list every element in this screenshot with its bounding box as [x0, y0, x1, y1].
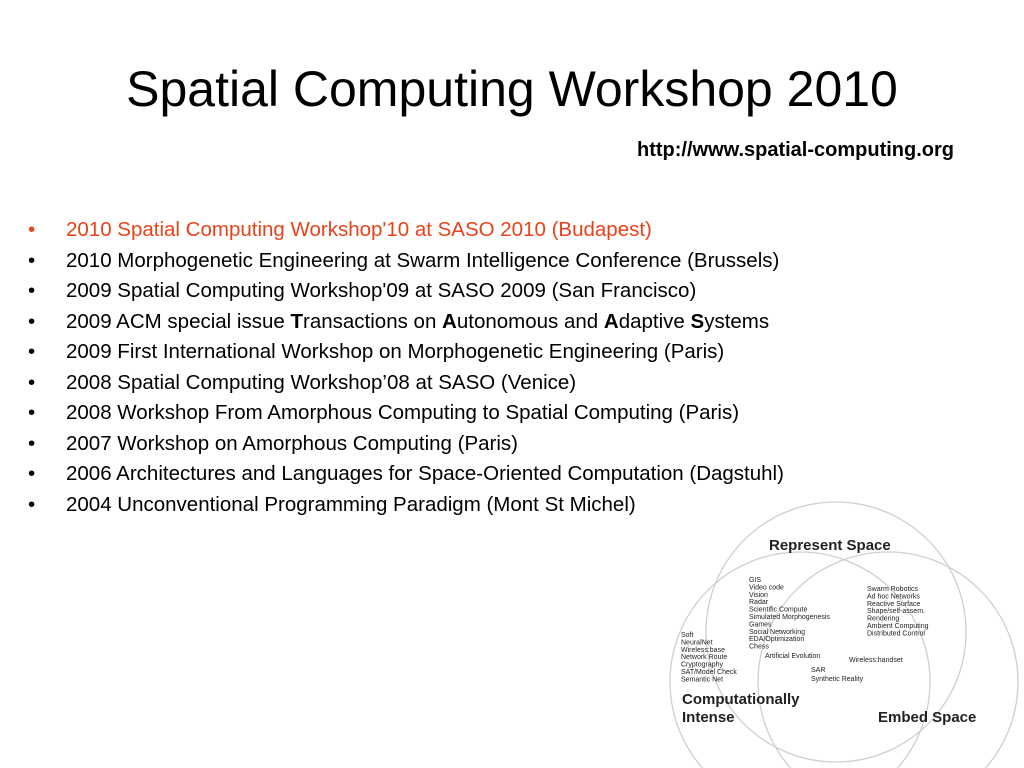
venn-item: Shape/self-assem.	[867, 608, 925, 616]
computationally-label: Computationally	[682, 691, 800, 708]
represent-embed-items	[867, 586, 929, 637]
computation-items	[681, 632, 737, 683]
embed-space-label: Embed Space	[878, 709, 977, 726]
venn-item: Radar	[749, 599, 769, 607]
venn-item: NeuralNet	[681, 639, 713, 647]
venn-item: Reactive Surface	[867, 600, 921, 608]
workshop-item-text: ransactions on	[303, 309, 443, 333]
workshop-item-text: 2008 Workshop From Amorphous Computing to Spatial Computing (Paris)	[66, 401, 740, 424]
venn-item: EDA/Optimization	[749, 636, 805, 644]
venn-item: Network Route	[681, 654, 728, 662]
sar-label: SAR	[811, 667, 826, 674]
venn-item: Soft	[681, 632, 694, 639]
workshop-item-text: 2009 Spatial Computing Workshop'09 at SASO 2009 (San Francisco)	[66, 279, 697, 302]
represent-space-label: Represent Space	[769, 537, 891, 554]
bullet-marker: •	[28, 279, 36, 302]
artificial-evolution-label: Artificial Evolution	[765, 653, 821, 660]
bullet-marker: •	[28, 401, 36, 424]
venn-item: Scientific Compute	[749, 606, 808, 614]
bullet-marker: •	[28, 370, 36, 394]
workshop-item-text: S	[690, 309, 705, 333]
workshop-item-text: 2010 Morphogenetic Engineering at Swarm Intelligence Conference (Brussels)	[66, 248, 780, 272]
wireless-handset-label: Wireless:handset	[849, 657, 903, 664]
bullet-marker: •	[28, 340, 36, 363]
workshop-item-text: ystems	[704, 309, 770, 333]
workshop-item-text: T	[290, 309, 304, 333]
venn-item: SAT/Model Check	[681, 669, 737, 676]
venn-item: Swarm Robotics	[867, 586, 918, 593]
venn-item: Vision	[749, 591, 768, 599]
venn-item: Semantic Net	[681, 676, 724, 684]
website-url[interactable]: http://www.spatial-computing.org	[636, 139, 954, 161]
intense-label: Intense	[682, 709, 735, 726]
slide-title: Spatial Computing Workshop 2010	[126, 61, 898, 117]
venn-item: GIS	[749, 577, 762, 584]
bullet-marker: •	[28, 218, 36, 241]
workshop-item-text: 2008 Spatial Computing Workshop’08 at SASO (Venice)	[66, 370, 577, 394]
venn-item: Games	[749, 621, 772, 629]
venn-item: Social Networking	[749, 628, 806, 636]
venn-item: Ad hoc Networks	[867, 593, 920, 601]
workshop-item-text: A	[442, 309, 457, 333]
venn-item: Simulated Morphogenesis	[749, 614, 830, 621]
venn-item: Cryptography	[681, 661, 724, 669]
workshop-item-text: 2007 Workshop on Amorphous Computing (Paris)	[66, 431, 518, 455]
bullet-marker: •	[28, 492, 36, 516]
workshop-item-text: 2006 Architectures and Languages for Space-Oriented Computation (Dagstuhl)	[66, 462, 784, 485]
workshop-item-text: 2009 ACM special issue	[66, 309, 291, 333]
represent-space-items	[749, 577, 830, 651]
workshop-item-text: 2009 First International Workshop on Morphogenetic Engineering (Paris)	[66, 340, 725, 363]
venn-item: Wireless:base	[681, 646, 725, 654]
workshop-item-text: 2010 Spatial Computing Workshop'10 at SASO 2010 (Budapest)	[66, 218, 652, 241]
bullet-marker: •	[28, 248, 36, 272]
synthetic-reality-label: Synthetic Reality	[811, 676, 864, 683]
venn-item: Video code	[749, 584, 784, 592]
venn-item: Ambient Computing	[867, 623, 929, 630]
venn-item: Chess	[749, 643, 769, 651]
bullet-marker: •	[28, 431, 36, 455]
venn-item: Rendering	[867, 615, 900, 623]
workshop-item-text: daptive	[618, 309, 691, 333]
workshop-item-text: 2004 Unconventional Programming Paradigm (Mont St Michel)	[66, 492, 636, 516]
workshop-item-text: utonomous and	[456, 309, 604, 333]
bullet-marker: •	[28, 309, 36, 333]
workshop-item-text: A	[603, 309, 619, 333]
venn-item: Distributed Control	[867, 630, 925, 638]
bullet-marker: •	[28, 462, 36, 485]
